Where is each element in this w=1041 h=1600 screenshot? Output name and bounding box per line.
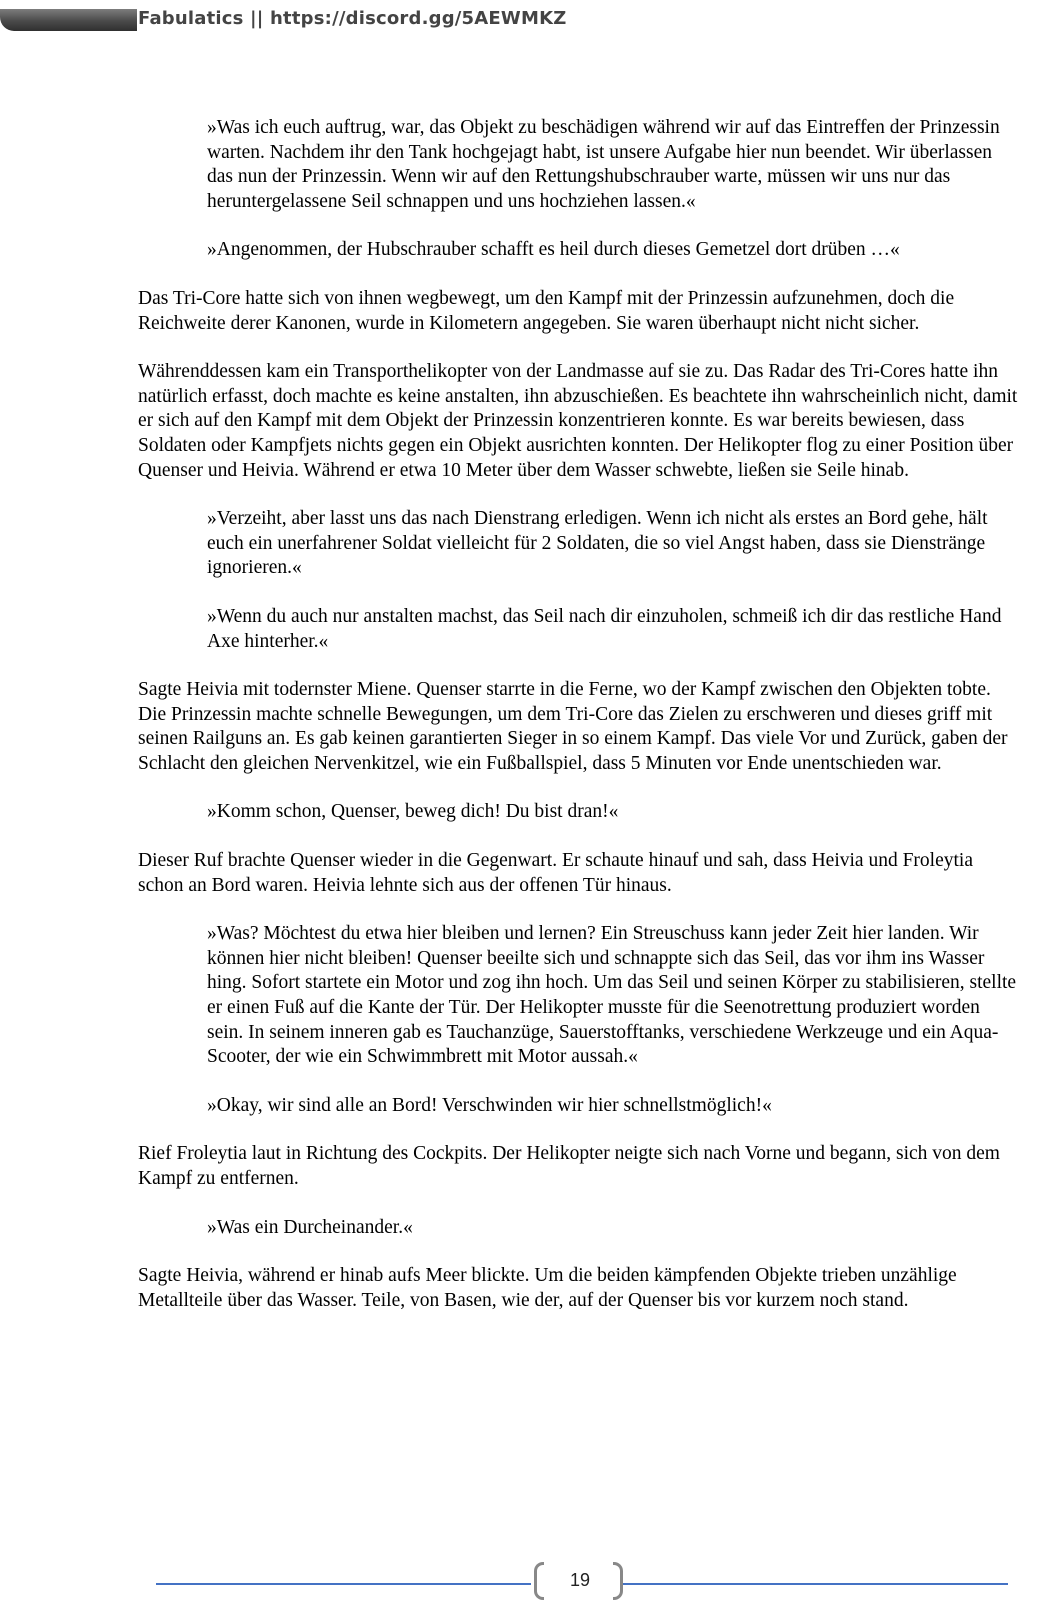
paragraph-body: Sagte Heivia mit todernster Miene. Quenser starrte in die Ferne, wo der Kampf zwischen den Objekten tobte. Die Prinzessin machte schnelle Bewegungen, um dem Tri-Core das Zielen zu erschweren und dieses griff mit seinen Railguns an. Es gab keinen garantierten Sieger in so einem Kampf. Das viele Vor und Zurück, gaben der Schlacht den gleichen Nervenkitzel, wie ein Fußballspiel, dass 5 Minuten vor Ende unentschieden war. [138,679,1008,774]
page-number-bracket-right [613,1562,623,1600]
footer-rule-right [623,1583,1008,1585]
page-content [138,116,1018,1337]
paragraph-quote: »Angenommen, der Hubschrauber schafft es heil durch dieses Gemetzel dort drüben …« [207,239,900,261]
paragraph-body: Währenddessen kam ein Transporthelikopter von der Landmasse auf sie zu. Das Radar des Tri-Cores hatte ihn natürlich erfasst, doch machte es keine anstalten, ihn abzuschießen. Es beachtete ihn wahrscheinlich nicht, damit er sich auf den Kampf mit dem Objekt der Prinzessin konzentrieren konnte. Es war bereits bewiesen, dass Soldaten oder Kampfjets nichts gegen ein Objekt ausrichten konnten. Der Helikopter flog zu einer Position über Quenser und Heivia. Während er etwa 10 Meter über dem Wasser schwebte, ließen sie Seile hinab. [138,361,1018,481]
header-title: Fabulatics || https://discord.gg/5AEWMKZ [138,8,567,29]
header-decoration-bar [0,9,137,31]
footer-rule-left [156,1583,531,1585]
paragraph-body: Das Tri-Core hatte sich von ihnen wegbewegt, um den Kampf mit der Prinzessin aufzunehmen, doch die Reichweite derer Kanonen, wurde in Kilometern angegeben. Sie waren überhaupt nicht nicht sicher. [138,287,955,334]
paragraph-quote: »Verzeiht, aber lasst uns das nach Dienstrang erledigen. Wenn ich nicht als erstes an Bord gehe, hält euch ein unerfahrener Soldat vielleicht für 2 Soldaten, die so viel Angst haben, dass sie Dienstränge ignorieren.« [207,508,988,579]
paragraph-quote: »Was? Möchtest du etwa hier bleiben und lernen? Ein Streuschuss kann jeder Zeit hier landen. Wir können hier nicht bleiben! Quenser beeilte sich und schnappte sich das Seil, das vor ihm ins Wasser hing. Sofort startete ein Motor und zog ihn hoch. Um das Seil und seinen Körper zu stabilisieren, stellte er einen Fuß auf die Kante der Tür. Der Helikopter musste für die Seenotrettung produziert worden sein. In seinem inneren gab es Tauchanzüge, Sauerstofftanks, verschiedene Werkzeuge und ein Aqua-Scooter, der wie ein Schwimmbrett mit Motor aussah.« [207,923,1017,1068]
paragraph-body: Rief Froleytia laut in Richtung des Cockpits. Der Helikopter neigte sich nach Vorne und begann, sich von dem Kampf zu entfernen. [138,1143,1000,1189]
page-number-bracket-left [534,1562,544,1600]
paragraph-quote: »Was ein Durcheinander.« [207,1216,413,1238]
paragraph-quote: »Was ich euch auftrug, war, das Objekt zu beschädigen während wir auf das Eintreffen der Prinzessin warten. Nachdem ihr den Tank hochgejagt habt, ist unsere Aufgabe hier nun beendet. Wir überlassen das nun der Prinzessin. Wenn wir auf den Rettungshubschrauber warte, müssen wir uns nur das heruntergelassene Seil schnappen und uns hochziehen lassen.« [207,117,1000,212]
page-number: 19 [569,1570,591,1590]
paragraph-quote: »Komm schon, Quenser, beweg dich! Du bist dran!« [207,801,619,823]
paragraph-body: Sagte Heivia, während er hinab aufs Meer blickte. Um die beiden kämpfenden Objekte trieben unzählige Metallteile über das Wasser. Teile, von Basen, wie der, auf der Quenser bis vor kurzem noch stand. [138,1265,957,1311]
paragraph-quote: »Wenn du auch nur anstalten machst, das Seil nach dir einzuholen, schmeiß ich dir das restliche Hand Axe hinterher.« [207,605,1002,652]
paragraph-quote: »Okay, wir sind alle an Bord! Verschwinden wir hier schnellstmöglich!« [207,1094,772,1116]
paragraph-body: Dieser Ruf brachte Quenser wieder in die Gegenwart. Er schaute hinauf und sah, dass Heivia und Froleytia schon an Bord waren. Heivia lehnte sich aus der offenen Tür hinaus. [138,850,973,896]
